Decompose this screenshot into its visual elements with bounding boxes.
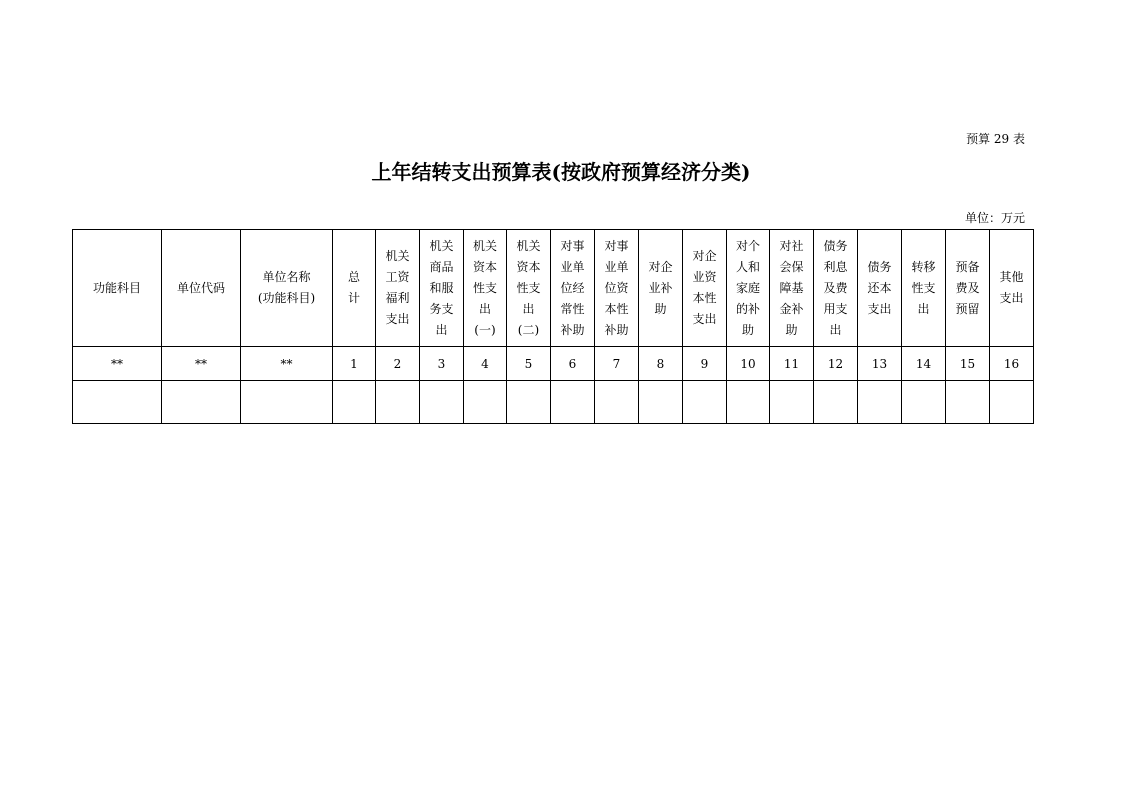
column-header-line: 支出: [385, 312, 410, 326]
column-index-cell: 10: [727, 347, 770, 381]
data-cell: [333, 381, 376, 424]
column-header-text: [177, 278, 225, 299]
column-header-line: 福利: [385, 291, 410, 305]
column-header-line: 利息: [823, 259, 848, 274]
column-header-line: 金补: [779, 301, 804, 316]
column-header: [595, 230, 639, 347]
data-cell: [858, 381, 902, 424]
column-index-cell: 16: [990, 347, 1034, 381]
column-header-line: 的补: [735, 301, 760, 316]
column-index-cell: 12: [814, 347, 858, 381]
column-header-text: [258, 267, 315, 309]
data-cell: [376, 381, 420, 424]
column-header-line: 支出: [692, 312, 717, 326]
column-header-text: [560, 236, 584, 341]
column-header: [241, 230, 333, 347]
column-header: [902, 230, 946, 347]
data-row: [73, 381, 1034, 424]
column-header: [333, 230, 376, 347]
column-header-line: 总: [347, 270, 360, 284]
data-cell: [162, 381, 241, 424]
column-header-text: [604, 236, 628, 341]
column-header-line: 转移: [911, 259, 936, 274]
data-cell: [420, 381, 464, 424]
column-header-line: 本性: [692, 291, 717, 305]
header-row: [73, 230, 1034, 347]
data-cell: [814, 381, 858, 424]
column-index-cell: **: [162, 347, 241, 381]
column-header: [683, 230, 727, 347]
column-header: [946, 230, 990, 347]
data-cell: [507, 381, 551, 424]
column-header-line: 家庭: [735, 280, 760, 295]
column-header-line: 和服: [429, 280, 454, 295]
data-cell: [464, 381, 507, 424]
column-header-line: 支出: [867, 301, 892, 316]
column-header-line: 机关: [429, 238, 454, 253]
column-header-line: 性支: [516, 280, 541, 295]
column-header-line: 本性: [604, 301, 629, 316]
column-header-line: 补助: [604, 322, 629, 337]
column-header-line: 位资: [604, 280, 629, 295]
column-header: [376, 230, 420, 347]
form-title: 上年结转支出预算表(按政府预算经济分类): [371, 160, 751, 184]
column-header-line: 对社: [779, 238, 804, 253]
column-header-text: [999, 267, 1023, 309]
column-header-line: (功能科目): [257, 291, 316, 305]
column-header: [639, 230, 683, 347]
data-cell: [639, 381, 683, 424]
column-index-cell: 15: [946, 347, 990, 381]
column-index-cell: 3: [420, 347, 464, 381]
column-header-text: [648, 257, 672, 320]
column-header-line: 预留: [955, 301, 980, 316]
column-header-line: 债务: [867, 259, 892, 274]
column-header-line: 出: [522, 301, 535, 316]
column-header-line: 对事: [604, 238, 629, 253]
column-header-line: 还本: [867, 280, 892, 295]
column-index-cell: 5: [507, 347, 551, 381]
column-header: [464, 230, 507, 347]
column-header-text: [779, 236, 803, 341]
column-index-cell: 8: [639, 347, 683, 381]
data-cell: [551, 381, 595, 424]
column-header-line: 助: [654, 301, 667, 316]
column-header-line: 对个: [735, 238, 760, 253]
column-index-cell: 1: [333, 347, 376, 381]
column-header-line: (二): [517, 322, 540, 337]
column-header: [551, 230, 595, 347]
column-header-line: 商品: [429, 259, 454, 274]
column-index-cell: **: [241, 347, 333, 381]
column-header-text: [348, 267, 360, 309]
unit-label: 单位：万元: [964, 211, 1025, 225]
column-header-line: 出: [435, 322, 448, 337]
column-header-line: 补助: [560, 322, 585, 337]
column-header-line: 用支: [823, 301, 848, 316]
column-header-text: [473, 236, 497, 341]
column-index-cell: 6: [551, 347, 595, 381]
column-header-line: 单位名称: [262, 270, 311, 284]
column-header-line: 业单: [604, 259, 629, 274]
column-header-line: 对企: [648, 259, 673, 274]
column-header-text: [429, 236, 453, 341]
column-header-line: 出: [478, 301, 491, 316]
column-header-line: 常性: [560, 301, 585, 316]
table-number-label: 预算 29 表: [966, 132, 1025, 146]
column-header: [990, 230, 1034, 347]
column-header-line: 助: [785, 322, 798, 337]
data-cell: [770, 381, 814, 424]
column-header-text: [93, 278, 141, 299]
column-header-line: 业单: [560, 259, 585, 274]
column-header-line: 及费: [823, 280, 848, 295]
column-header-line: 位经: [560, 280, 585, 295]
column-header-line: 单位代码: [176, 280, 225, 295]
column-header-line: (一): [474, 322, 496, 337]
column-header: [420, 230, 464, 347]
column-index-cell: 11: [770, 347, 814, 381]
column-header-line: 债务: [823, 238, 848, 253]
column-header-line: 工资: [385, 270, 410, 284]
column-header-text: [823, 236, 847, 341]
column-header-line: 支出: [999, 291, 1024, 305]
column-header-text: [955, 257, 979, 320]
column-header-line: 性支: [911, 280, 936, 295]
column-header: [73, 230, 162, 347]
data-cell: [727, 381, 770, 424]
column-header: [507, 230, 551, 347]
column-index-cell: **: [73, 347, 162, 381]
column-header-line: 其他: [999, 270, 1024, 284]
column-index-cell: 9: [683, 347, 727, 381]
data-cell: [73, 381, 162, 424]
column-header-line: 对企: [692, 249, 717, 263]
column-header-line: 机关: [385, 249, 410, 263]
column-index-cell: 7: [595, 347, 639, 381]
column-header-line: 业补: [648, 280, 673, 295]
data-cell: [946, 381, 990, 424]
column-header-text: [692, 246, 716, 330]
data-cell: [683, 381, 727, 424]
column-header-line: 出: [829, 322, 842, 337]
data-cell: [595, 381, 639, 424]
index-row: [73, 347, 1034, 381]
data-cell: [902, 381, 946, 424]
column-header-line: 障基: [779, 280, 804, 295]
column-header-line: 预备: [955, 259, 980, 274]
column-header-text: [516, 236, 540, 341]
column-index-cell: 2: [376, 347, 420, 381]
budget-table: [72, 229, 1034, 424]
column-header-line: 对事: [560, 238, 585, 253]
column-header-line: 功能科目: [92, 280, 141, 295]
column-header: [858, 230, 902, 347]
column-index-cell: 13: [858, 347, 902, 381]
column-index-cell: 14: [902, 347, 946, 381]
column-header-line: 人和: [735, 259, 760, 274]
column-header: [770, 230, 814, 347]
column-header-line: 计: [347, 291, 360, 305]
column-header-line: 业资: [692, 270, 717, 284]
column-header-line: 资本: [516, 259, 541, 274]
data-cell: [990, 381, 1034, 424]
column-header-line: 务支: [429, 301, 454, 316]
column-header-text: [911, 257, 935, 320]
column-header: [162, 230, 241, 347]
column-index-cell: 4: [464, 347, 507, 381]
column-header-line: 费及: [955, 280, 980, 295]
column-header-text: [867, 257, 891, 320]
column-header-line: 出: [917, 301, 930, 316]
column-header-line: 性支: [472, 280, 497, 295]
column-header-text: [736, 236, 760, 341]
column-header-line: 机关: [516, 238, 541, 253]
column-header-text: [385, 246, 409, 330]
column-header-line: 资本: [472, 259, 497, 274]
column-header-line: 机关: [472, 238, 497, 253]
data-cell: [241, 381, 333, 424]
column-header-line: 会保: [779, 259, 804, 274]
column-header-line: 助: [741, 322, 754, 337]
column-header: [814, 230, 858, 347]
column-header: [727, 230, 770, 347]
